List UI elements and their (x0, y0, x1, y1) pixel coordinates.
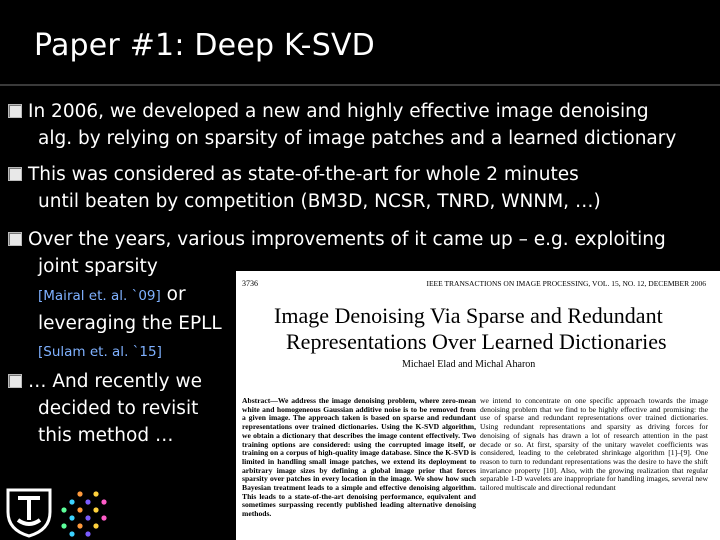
bullet-2 (8, 161, 601, 215)
logo-dot (69, 531, 74, 536)
reference-sulam: [Sulam et. al. `15] (38, 344, 162, 360)
bullet-2-line-1: This was considered as state-of-the-art for whole 2 minutes (28, 164, 579, 185)
reference-mairal: [Mairal et. al. `09] (38, 288, 161, 304)
logo-dot (61, 523, 66, 528)
ref-line-sulam (38, 340, 162, 361)
logo-dot (61, 507, 66, 512)
slide-title: Paper #1: Deep K-SVD (34, 28, 375, 63)
logo-dot (93, 491, 98, 496)
bullet-1-line-2: alg. by relying on sparsity of image patches and a learned dictionary (38, 128, 677, 149)
logo-dot (85, 531, 90, 536)
checkbox-bullet-icon (8, 374, 22, 388)
logo-dot (93, 507, 98, 512)
logo-dot (85, 499, 90, 504)
bullet-1-line-1: In 2006, we developed a new and highly effective image denoising (28, 101, 649, 122)
logo-dot (85, 515, 90, 520)
technion-logo-icon (4, 486, 54, 538)
paper-page-number: 3736 (242, 279, 258, 288)
bullet-4-line-1: … And recently we (28, 371, 202, 392)
bullet-4 (8, 368, 202, 449)
logo-dot (69, 515, 74, 520)
bullet-4-line-2: decided to revisit (38, 398, 199, 419)
logo-dot (101, 499, 106, 504)
logo-dot (93, 523, 98, 528)
paper-intro-column: we intend to concentrate on one specific approach towards the image denoising problem that we find to be highly effective and promising: the use of sparse and redundant representations over trained dictionaries. Using redundant representations and sparsity as driving forces for denoising of signals has drawn a lot of research attention in the past decade or so. At first, sparsity of the unitary wavelet coefficients was considered, leading to the celebrated shrinkage algorithm [1]–[9]. One reason to turn to redundant representations was the desire to have the shift invariance property [10]. Also, with the growing realization that regular separable 1-D wavelets are inappropriate for handling images, several new tailored multiscale and directional redundant (480, 396, 708, 493)
paper-excerpt-image (236, 271, 720, 540)
logo-dot (77, 523, 82, 528)
title-divider (0, 84, 720, 86)
logo-dot (101, 515, 106, 520)
paper-title-line-2: Representations Over Learned Dictionaries (286, 329, 667, 354)
ref-or-text: or (160, 284, 186, 305)
checkbox-bullet-icon (8, 232, 22, 246)
logo-dot (77, 491, 82, 496)
logo-dot (77, 507, 82, 512)
checkbox-bullet-icon (8, 104, 22, 118)
checkbox-bullet-icon (8, 167, 22, 181)
paper-abstract: Abstract—We address the image denoising problem, where zero-mean white and homogeneous Gaussian additive noise is to be removed from a given image. The approach taken is based on sparse and redundant representations over trained dictionaries. Using the K-SVD algorithm, we obtain a dictionary that describes the image content effectively. Two training options are considered: using the corrupted image itself, or training on a corpus of high-quality image database. Since the K-SVD is limited in handling small image patches, we extend its deployment to arbitrary image sizes by defining a global image prior that forces sparsity over patches in every location in the image. We show how such Bayesian treatment leads to a simple and effective denoising algorithm. This leads to a state-of-the-art denoising performance, equivalent and sometimes surpassing recently published leading alternative denoising methods. (242, 396, 476, 519)
bullet-4-line-3: this method … (38, 425, 174, 446)
bullet-1 (8, 98, 676, 152)
epll-line: leveraging the EPLL (38, 313, 222, 334)
bullet-2-line-2: until beaten by competition (BM3D, NCSR, TNRD, WNNM, …) (38, 191, 601, 212)
bullet-3-line-2: joint sparsity (38, 256, 158, 277)
logo-dot (69, 499, 74, 504)
bullet-3-line-1: Over the years, various improvements of it came up – e.g. exploiting (28, 229, 666, 250)
paper-title-line-1: Image Denoising Via Sparse and Redundant (274, 303, 663, 328)
lab-logo-icon (58, 488, 110, 540)
paper-authors: Michael Elad and Michal Aharon (402, 359, 536, 370)
paper-journal-header: IEEE TRANSACTIONS ON IMAGE PROCESSING, VOL. 15, NO. 12, DECEMBER 2006 (426, 279, 706, 288)
ref-line-mairal (38, 284, 186, 305)
